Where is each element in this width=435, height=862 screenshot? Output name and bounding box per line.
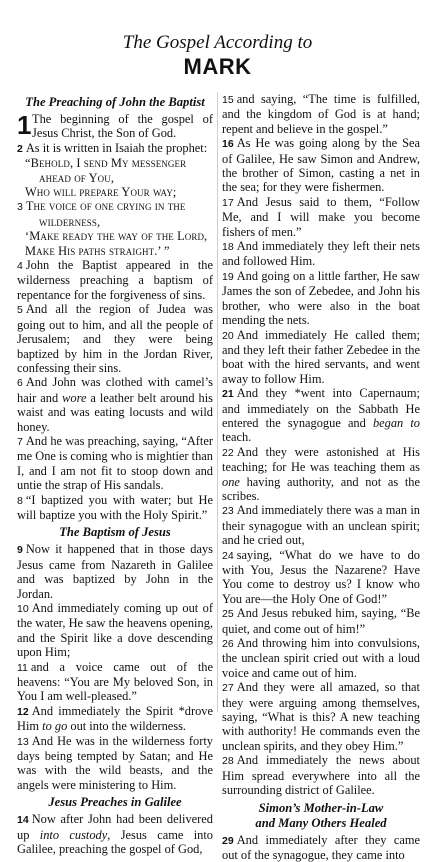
verse-number: 27: [222, 682, 234, 694]
italic-word: to go: [42, 719, 67, 733]
verse-text: out into the wilderness.: [67, 719, 186, 733]
verse-number: 12: [17, 706, 29, 718]
verse-number: 3: [17, 201, 23, 213]
verse-28: [222, 753, 420, 797]
verse-number: 25: [222, 608, 234, 620]
verse-12: [17, 704, 213, 734]
verse-number: 29: [222, 835, 234, 847]
quote-line: ‘Make ready the way of the Lord,: [25, 229, 213, 243]
quotation-block: [17, 156, 213, 199]
verse-7: [17, 434, 213, 493]
verse-text: And he was preaching, saying, “After me One is coming who is mightier than I, and I am not fit to stoop down and untie the strap of His sandals.: [17, 434, 213, 492]
verse-3: [17, 199, 213, 214]
verse-number: 26: [222, 638, 234, 650]
left-column: [17, 92, 213, 712]
verse-text: , Jesus came into Galilee, preaching the gospel of God,: [17, 828, 213, 856]
verse-text: teach.: [222, 430, 251, 444]
verse-2: [17, 141, 213, 156]
verse-23: [222, 503, 420, 547]
verse-20: [222, 328, 420, 387]
verse-text: And going on a little farther, He saw James the son of Zebedee, and John his brother, who were also in the boat mending the nets.: [222, 269, 420, 327]
section-heading-preaching: The Preaching of John the Baptist: [17, 95, 213, 110]
verse-16: [222, 136, 420, 195]
verse-text: And all the region of Judea was going out to him, and all the people of Jerusalem; and they were being baptized by him in the Jordan River, confessing their sins.: [17, 302, 213, 375]
verse-text: And He was in the wilderness forty days being tempted by Satan; and He was with the wild beasts, and the angels were ministering to Him.: [17, 734, 213, 792]
quote-line: Who will prepare Your way;: [25, 185, 213, 199]
quote-line: The voice of one crying in the: [26, 199, 186, 213]
verse-text: And they were astonished at His teaching; for He was teaching them as: [222, 445, 420, 474]
verse-number: 14: [17, 814, 29, 826]
verse-number: 19: [222, 271, 234, 283]
verse-text: Now after John had been delivered up: [17, 812, 213, 841]
verse-text: The beginning of the gospel of Jesus Christ, the Son of God.: [32, 112, 213, 140]
verse-22: [222, 445, 420, 504]
book-title: MARK: [0, 54, 435, 80]
verse-number: 18: [222, 241, 234, 253]
verse-number: 15: [222, 94, 234, 106]
verse-26: [222, 636, 420, 680]
verse-text: And they were all amazed, so that they were arguing among themselves, saying, “What is this? A new teaching with authority! He commands even the unclean spirits, and they obey Him.”: [222, 680, 420, 753]
verse-17: [222, 195, 420, 239]
column-divider: [217, 92, 218, 712]
verse-5: [17, 302, 213, 375]
verse-8: [17, 493, 213, 523]
verse-text: having authority, and not as the scribes.: [222, 475, 420, 503]
verse-9: [17, 542, 213, 601]
verse-text: And immediately after they came out of the synagogue, they came into: [222, 833, 420, 862]
verse-number: 17: [222, 197, 234, 209]
verse-number: 11: [17, 662, 28, 674]
verse-13: [17, 734, 213, 793]
verse-number: 5: [17, 304, 23, 316]
verse-text: and a voice came out of the heavens: “You are My beloved Son, in You I am well-pleased.”: [17, 660, 213, 704]
italic-word: one: [222, 475, 240, 489]
verse-text: and saying, “The time is fulfilled, and the kingdom of God is at hand; repent and believe in the gospel.”: [222, 92, 420, 136]
verse-24: [222, 548, 420, 607]
verse-text: And immediately coming up out of the water, He saw the heavens opening, and the Spirit like a dove descending upon Him;: [17, 601, 213, 659]
book-subtitle: The Gospel According to: [0, 32, 435, 54]
verse-number: 2: [17, 143, 23, 155]
verse-number: 7: [17, 436, 23, 448]
verse-15: [222, 92, 420, 136]
verse-14: [17, 812, 213, 856]
verse-number: 20: [222, 330, 234, 342]
verse-number: 28: [222, 755, 234, 767]
section-heading-baptism: The Baptism of Jesus: [17, 525, 213, 540]
right-column: [222, 92, 420, 712]
verse-number: 9: [17, 544, 23, 556]
verse-number: 16: [222, 138, 234, 150]
quote-line: “Behold, I send My messenger: [25, 156, 213, 170]
verse-text: And immediately the Spirit *drove Him: [17, 704, 213, 733]
verse-29: [222, 833, 420, 862]
chapter-number: 1: [17, 112, 31, 138]
verse-number: 23: [222, 505, 234, 517]
verse-number: 6: [17, 377, 23, 389]
verse-25: [222, 606, 420, 636]
italic-word: wore: [62, 391, 86, 405]
verse-text: And immediately He called them; and they left their father Zebedee in the boat with the hired servants, and went away to follow Him.: [222, 328, 420, 386]
verse-number: 21: [222, 388, 234, 400]
verse-text: And they *went into Capernaum; and immediately on the Sabbath He entered the synagogue and: [222, 386, 420, 430]
verse-4: [17, 258, 213, 302]
quotation-block: [17, 215, 213, 258]
heading-line: Simon’s Mother-in-Law: [222, 801, 420, 816]
verse-number: 10: [17, 603, 29, 615]
verse-text: a leather belt around his waist and was eating locusts and wild honey.: [17, 391, 213, 434]
quote-line: ahead of You,: [25, 171, 213, 185]
quote-line: wilderness,: [25, 215, 213, 229]
verse-27: [222, 680, 420, 753]
verse-number: 22: [222, 447, 234, 459]
verse-text: As it is written in Isaiah the prophet:: [26, 141, 207, 155]
verse-21: [222, 386, 420, 445]
verse-text: And immediately they left their nets and followed Him.: [222, 239, 420, 268]
quote-line: Make His paths straight.’ ”: [25, 244, 213, 258]
italic-word: into custody: [40, 828, 107, 842]
verse-number: 24: [222, 550, 234, 562]
verse-text: “I baptized you with water; but He will baptize you with the Holy Spirit.”: [17, 493, 213, 522]
verse-11: [17, 660, 213, 704]
verse-text: saying, “What do we have to do with You, Jesus the Nazarene? Have You come to destroy us? I know who You are—the Holy One of God!”: [222, 548, 420, 606]
section-heading-galilee: Jesus Preaches in Galilee: [17, 795, 213, 810]
verse-1: [17, 112, 213, 141]
section-heading-healed: [222, 801, 420, 831]
verse-10: [17, 601, 213, 660]
heading-line: and Many Others Healed: [222, 816, 420, 831]
verse-text: And Jesus rebuked him, saying, “Be quiet, and come out of him!”: [222, 606, 420, 635]
verse-number: 4: [17, 260, 23, 272]
verse-text: As He was going along by the Sea of Galilee, He saw Simon and Andrew, the brother of Simon, casting a net in the sea; for they were fishermen.: [222, 136, 420, 194]
verse-text: John the Baptist appeared in the wilderness preaching a baptism of repentance for the forgiveness of sins.: [17, 258, 213, 302]
verse-text: And John was clothed with camel’s hair and: [17, 375, 213, 404]
verse-18: [222, 239, 420, 269]
verse-text: And Jesus said to them, “Follow Me, and I will make you become fishers of men.”: [222, 195, 420, 239]
verse-text: And immediately there was a man in their synagogue with an unclean spirit; and he cried out,: [222, 503, 420, 547]
verse-19: [222, 269, 420, 328]
italic-word: began to: [373, 416, 420, 430]
verse-text: Now it happened that in those days Jesus came from Nazareth in Galilee and was baptized by John in the Jordan.: [17, 542, 213, 600]
verse-6: [17, 375, 213, 434]
verse-number: 8: [17, 495, 23, 507]
verse-text: And immediately the news about Him spread everywhere into all the surrounding district of Galilee.: [222, 753, 420, 797]
verse-text: And throwing him into convulsions, the unclean spirit cried out with a loud voice and came out of him.: [222, 636, 420, 680]
verse-number: 13: [17, 736, 29, 748]
